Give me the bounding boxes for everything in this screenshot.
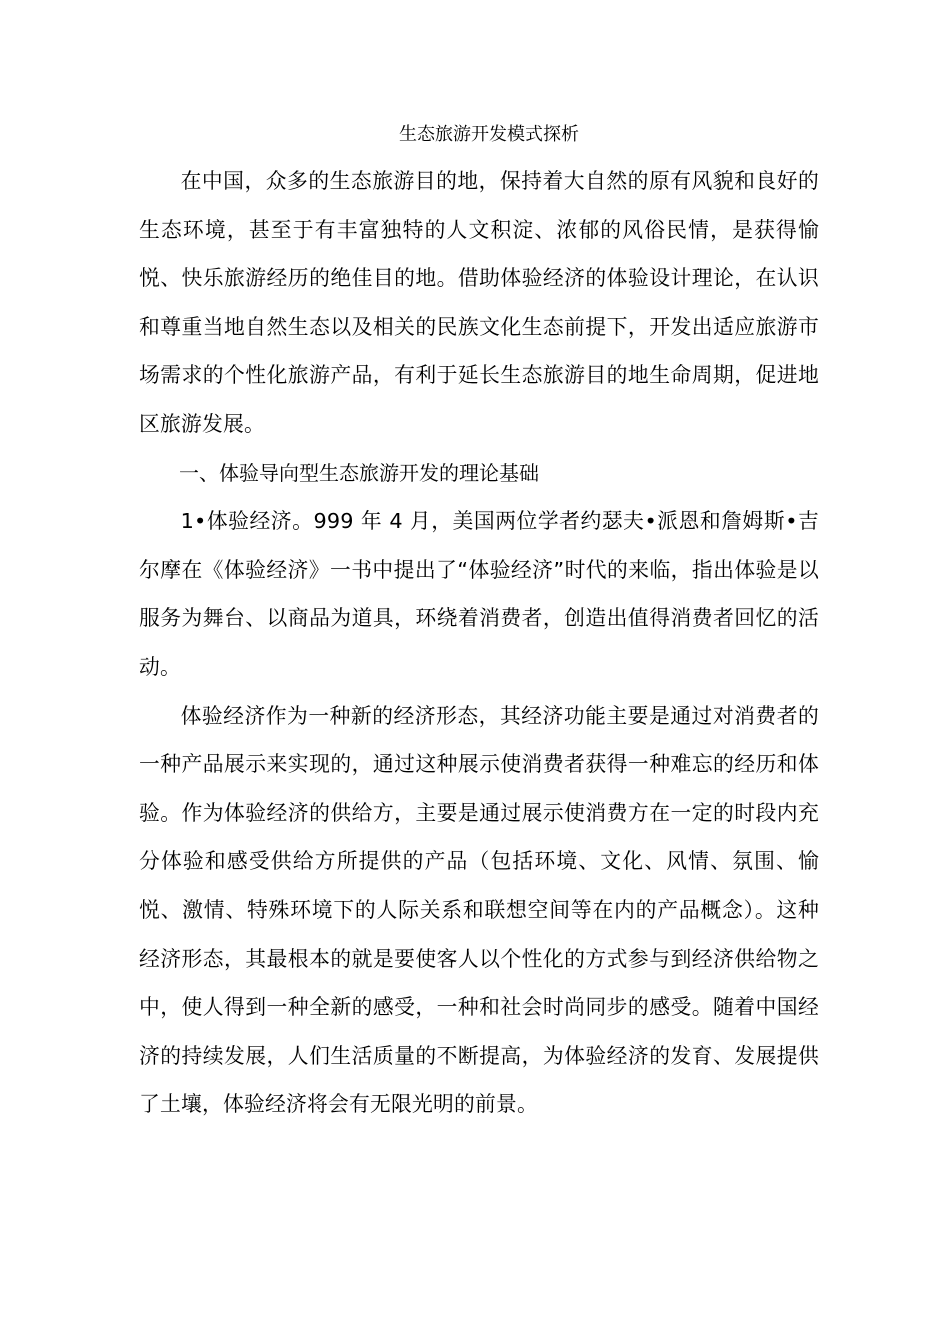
section-heading: 一、体验导向型生态旅游开发的理论基础 [179,460,539,485]
paragraph-experience-economy: 1•体验经济。999 年 4 月，美国两位学者约瑟夫•派恩和詹姆斯•吉尔摩在《体验经济》一书中提出了“体验经济”时代的来临，指出体验是以服务为舞台、以商品为道具，环绕着消费者，创造出值得消费者回忆的活动。 [139,509,819,679]
paragraph-intro: 在中国，众多的生态旅游目的地，保持着大自然的原有风貌和良好的生态环境，甚至于有丰富独特的人文积淀、浓郁的风俗民情，是获得愉悦、快乐旅游经历的绝佳目的地。借助体验经济的体验设计理论，在认识和尊重当地自然生态以及相关的民族文化生态前提下，开发出适应旅游市场需求的个性化旅游产品，有利于延长生态旅游目的地生命周期，促进地区旅游发展。 [139,169,819,436]
document-title: 生态旅游开发模式探析 [399,124,579,145]
document-body [139,121,819,1129]
paragraph-economic-form: 体验经济作为一种新的经济形态，其经济功能主要是通过对消费者的一种产品展示来实现的，通过这种展示使消费者获得一种难忘的经历和体验。作为体验经济的供给方，主要是通过展示使消费方在一定的时段内充分体验和感受供给方所提供的产品（包括环境、文化、风情、氛围、愉悦、激情、特殊环境下的人际关系和联想空间等在内的产品概念）。这种经济形态，其最根本的就是要使客人以个性化的方式参与到经济供给物之中，使人得到一种全新的感受，一种和社会时尚同步的感受。随着中国经济的持续发展，人们生活质量的不断提高，为体验经济的发育、发展提供了土壤，体验经济将会有无限光明的前景。 [139,703,819,1117]
